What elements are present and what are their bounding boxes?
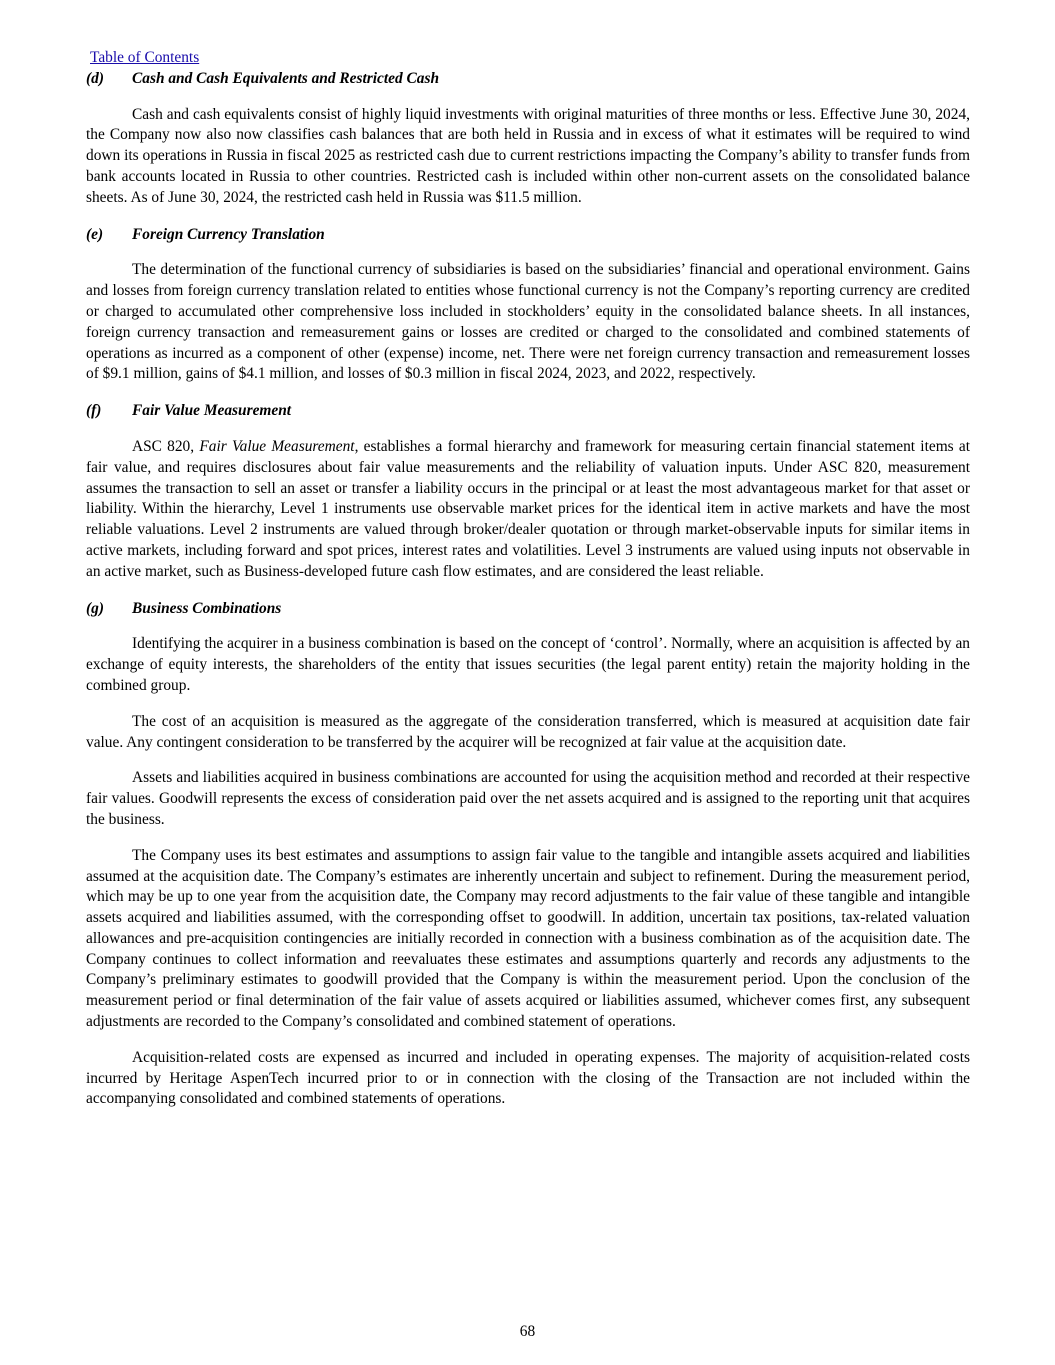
section-letter-e: (e) — [86, 225, 104, 243]
section-letter-f: (f) — [86, 402, 102, 420]
fair-value-body: , establishes a formal hierarchy and framework for measuring certain financial statement items at fair value, and requires disclosures about fair value measurements and the reliability of valuation inputs. Under ASC 820, measurement assumes the transaction to sell an asset or transfer a liability occurs in the principal or at least the most advantageous market for that asset or liability. Within the hierarchy, Level 1 instruments use observable market prices for the identical item in active markets and have the most reliable valuations. Level 2 instruments are valued through broker/dealer quotation or through market-observable inputs for similar items in active markets, including forward and spot prices, interest rates and volatilities. Level 3 instruments are valued using inputs not observable in an active market, such as Business-developed future cash flow estimates, and are considered the least reliable. — [86, 437, 970, 580]
section-heading-e — [86, 225, 970, 246]
section-letter-g: (g) — [86, 599, 104, 617]
fair-value-italic-title: Fair Value Measurement — [199, 437, 355, 455]
section-heading-g — [86, 599, 970, 620]
paragraph-foreign-currency: The determination of the functional currency of subsidiaries is based on the subsidiaries’ financial and operational environment. Gains and losses from foreign currency translation related to entities whose functional currency is not the Company’s reporting currency are credited or charged to accumulated other comprehensive loss included in stockholders’ equity in the consolidated balance sheets. In all instances, foreign currency transaction and remeasurement gains or losses are credited or charged to the consolidated and combined statements of operations as incurred as a component of other (expense) income, net. There were net foreign currency transaction and remeasurement losses of $9.1 million, gains of $4.1 million, and losses of $0.3 million in fiscal 2024, 2023, and 2022, respectively. — [86, 261, 970, 383]
paragraph-acquisition-cost: The cost of an acquisition is measured as the aggregate of the consideration transferred, which is measured at acquisition date fair value. Any contingent consideration to be transferred by the acquirer will be recognized at fair value at the acquisition date. — [86, 712, 970, 751]
table-of-contents-link[interactable]: Table of Contents — [90, 49, 200, 66]
paragraph-acquirer: Identifying the acquirer in a business combination is based on the concept of ‘control’. Normally, where an acquisition is affected by an exchange of equity interests, the shareholders of the entity that issues securities (the legal parent entity) retain the majority holding in the combined group. — [86, 635, 970, 694]
section-heading-d — [86, 69, 970, 90]
paragraph-estimates: The Company uses its best estimates and assumptions to assign fair value to the tangible and intangible assets acquired and liabilities assumed at the acquisition date. The Company’s estimates are inherently uncertain and subject to refinement. During the measurement period, which may be up to one year from the acquisition date, the Company may record adjustments to the fair value of these tangible and intangible assets acquired and liabilities assumed, with the corresponding offset to goodwill. In addition, uncertain tax positions, tax-related valuation allowances and pre-acquisition contingencies are initially recorded in connection with a business combination as of the acquisition date. The Company continues to collect information and reevaluates these estimates and assumptions quarterly and records any adjustments to the Company’s preliminary estimates to goodwill provided that the Company is within the measurement period. Upon the conclusion of the measurement period or final determination of the fair value of assets acquired or liabilities assumed, whichever comes first, any subsequent adjustments are recorded to the Company’s consolidated and combined statement of operations. — [86, 846, 970, 1031]
page-number: 68 — [519, 1323, 536, 1340]
paragraph-fair-value — [86, 437, 970, 583]
paragraph-acquisition-costs: Acquisition-related costs are expensed as incurred and included in operating expenses. The majority of acquisition-related costs incurred by Heritage AspenTech incurred prior to or in connection with the closing of the Transaction are not included within the accompanying consolidated and combined statements of operations. — [86, 1048, 970, 1108]
fair-value-intro: ASC 820, — [132, 437, 200, 455]
document-page — [86, 48, 970, 1125]
section-heading-f — [86, 401, 970, 422]
section-title-d: Cash and Cash Equivalents and Restricted Cash — [132, 69, 440, 87]
paragraph-cash-equivalents: Cash and cash equivalents consist of highly liquid investments with original maturities of three months or less. Effective June 30, 2024, the Company now also now classifies cash balances that are both held in Russia and in excess of what it estimates will be required to wind down its operations in Russia in fiscal 2025 as restricted cash due to current restrictions impacting the Company’s ability to transfer funds from bank accounts located in Russia to other countries. Restricted cash is included within other non-current assets on the consolidated balance sheets. As of June 30, 2024, the restricted cash held in Russia was $11.5 million. — [86, 105, 970, 206]
section-title-e: Foreign Currency Translation — [132, 225, 325, 243]
section-title-g: Business Combinations — [132, 599, 282, 617]
section-letter-d: (d) — [86, 69, 104, 87]
paragraph-assets-liabilities: Assets and liabilities acquired in business combinations are accounted for using the acquisition method and recorded at their respective fair values. Goodwill represents the excess of consideration paid over the net assets acquired and is assigned to the reporting unit that acquires the business. — [86, 769, 970, 828]
section-title-f: Fair Value Measurement — [132, 402, 292, 420]
